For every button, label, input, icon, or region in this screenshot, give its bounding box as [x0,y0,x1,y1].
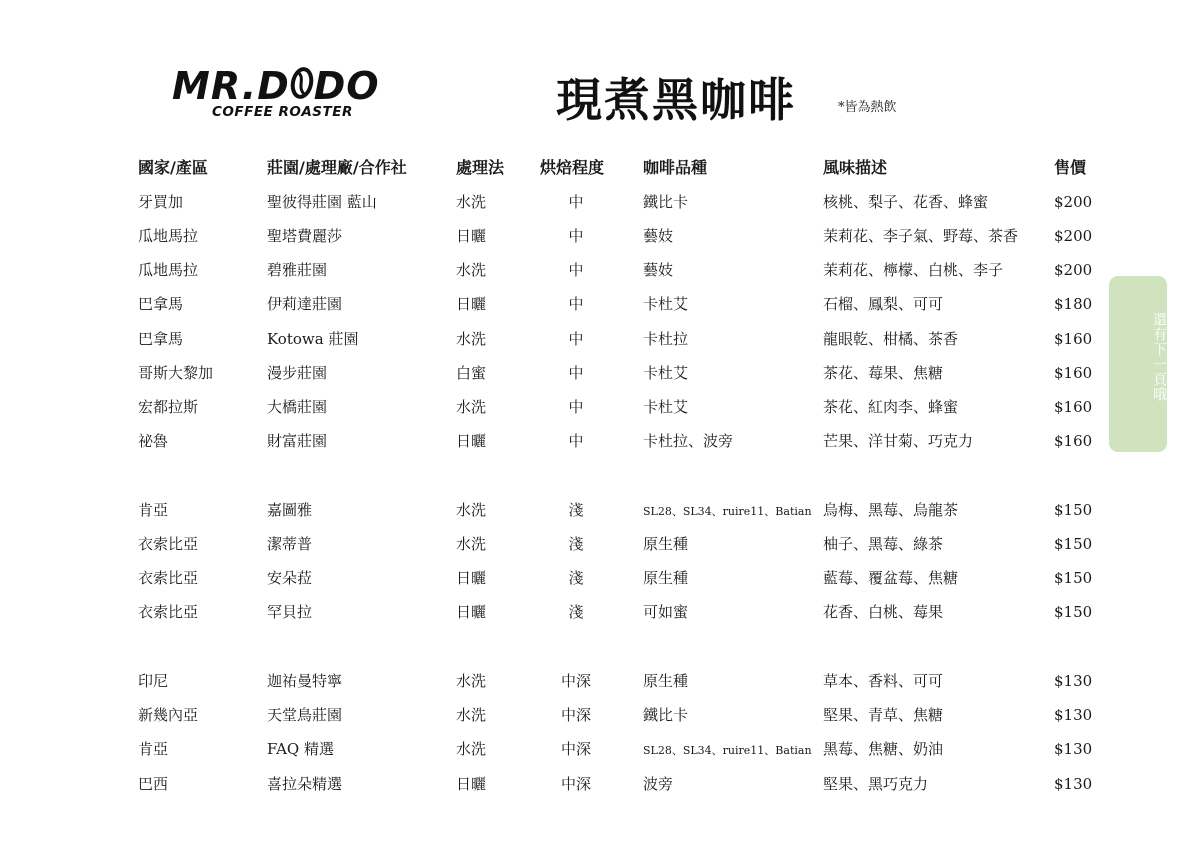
row-3-process: 水洗 [456,261,487,279]
row-10-variety: 原生種 [643,535,689,553]
row-4-roast: 中 [568,295,584,313]
row-6-price: $160 [1054,364,1093,382]
row-8-price: $160 [1054,432,1093,450]
row-6-origin: 哥斯大黎加 [138,364,214,382]
row-3-variety: 藝妓 [643,261,674,279]
row-3-price: $200 [1054,261,1093,279]
row-5-origin: 巴拿馬 [138,330,184,348]
row-16-origin: 巴西 [138,775,169,793]
row-12-variety: 可如蜜 [643,603,689,621]
row-5-flavor: 龍眼乾、柑橘、茶香 [823,330,959,348]
row-1-process: 水洗 [456,193,487,211]
row-6-estate: 漫步莊園 [267,364,328,382]
row-5-process: 水洗 [456,330,487,348]
row-14-flavor: 堅果、青草、焦糖 [823,706,944,724]
row-14-process: 水洗 [456,706,487,724]
row-3-origin: 瓜地馬拉 [138,261,199,279]
row-7-variety: 卡杜艾 [643,398,689,416]
next-page-tab[interactable] [1109,276,1167,452]
row-4-flavor: 石榴、鳳梨、可可 [823,295,944,313]
row-15-flavor: 黑莓、焦糖、奶油 [823,740,944,758]
row-16-flavor: 堅果、黑巧克力 [823,775,929,793]
row-9-price: $150 [1054,501,1093,519]
row-12-price: $150 [1054,603,1093,621]
row-2-roast: 中 [568,227,584,245]
row-6-variety: 卡杜艾 [643,364,689,382]
row-14-origin: 新幾內亞 [138,706,199,724]
row-9-variety: SL28、SL34、ruire11、Batian [643,505,812,518]
row-11-variety: 原生種 [643,569,689,587]
row-2-estate: 聖塔費麗莎 [267,227,343,245]
row-4-process: 日曬 [456,295,487,313]
column-header-price: 售價 [1054,158,1087,177]
row-4-origin: 巴拿馬 [138,295,184,313]
row-6-roast: 中 [568,364,584,382]
row-5-price: $160 [1054,330,1093,348]
column-header-estate: 莊園/處理廠/合作社 [267,158,407,177]
row-1-origin: 牙買加 [138,193,184,211]
row-1-flavor: 核桃、梨子、花香、蜂蜜 [823,193,989,211]
row-2-origin: 瓜地馬拉 [138,227,199,245]
row-12-process: 日曬 [456,603,487,621]
logo-wordmark: MR.D DO [172,64,380,108]
column-header-origin: 國家/產區 [138,158,208,177]
hot-drinks-note: *皆為熱飲 [838,100,897,115]
row-9-estate: 嘉圖雅 [267,501,313,519]
row-10-roast: 淺 [568,535,584,553]
row-15-process: 水洗 [456,740,487,758]
row-11-roast: 淺 [568,569,584,587]
column-header-process: 處理法 [456,158,505,177]
row-16-roast: 中深 [560,775,591,793]
row-15-price: $130 [1054,740,1093,758]
row-8-origin: 祕魯 [138,432,169,450]
row-14-roast: 中深 [560,706,591,724]
row-8-variety: 卡杜拉、波旁 [643,432,734,450]
row-4-price: $180 [1054,295,1093,313]
row-5-roast: 中 [568,330,584,348]
row-7-process: 水洗 [456,398,487,416]
row-4-estate: 伊莉達莊園 [267,295,343,313]
row-8-flavor: 芒果、洋甘菊、巧克力 [823,432,974,450]
row-12-roast: 淺 [568,603,584,621]
row-15-roast: 中深 [560,740,591,758]
row-16-estate: 喜拉朵精選 [267,775,343,793]
row-7-estate: 大橋莊園 [267,398,328,416]
row-8-estate: 財富莊園 [267,432,328,450]
row-12-origin: 衣索比亞 [138,603,199,621]
row-5-estate: Kotowa 莊園 [267,330,359,348]
row-14-price: $130 [1054,706,1093,724]
row-3-roast: 中 [568,261,584,279]
row-1-price: $200 [1054,193,1093,211]
row-2-variety: 藝妓 [643,227,674,245]
row-13-variety: 原生種 [643,672,689,690]
row-13-price: $130 [1054,672,1093,690]
row-15-estate: FAQ 精選 [267,740,335,758]
row-9-roast: 淺 [568,501,584,519]
row-1-estate: 聖彼得莊園 藍山 [267,193,377,211]
row-2-flavor: 茉莉花、李子氣、野莓、茶香 [823,227,1019,245]
logo-tagline: COFFEE ROASTER [212,104,353,120]
row-16-variety: 波旁 [643,775,674,793]
row-15-origin: 肯亞 [138,740,169,758]
row-13-flavor: 草本、香料、可可 [823,672,944,690]
row-13-process: 水洗 [456,672,487,690]
coffee-bean-icon [290,67,314,99]
row-11-estate: 安朵菈 [267,569,313,587]
row-16-process: 日曬 [456,775,487,793]
row-7-roast: 中 [568,398,584,416]
row-7-price: $160 [1054,398,1093,416]
row-9-process: 水洗 [456,501,487,519]
row-13-origin: 印尼 [138,672,169,690]
row-12-flavor: 花香、白桃、莓果 [823,603,944,621]
row-11-process: 日曬 [456,569,487,587]
row-3-estate: 碧雅莊園 [267,261,328,279]
row-6-process: 白蜜 [456,364,487,382]
row-13-estate: 迦祐曼特寧 [267,672,343,690]
row-11-flavor: 藍莓、覆盆莓、焦糖 [823,569,959,587]
row-5-variety: 卡杜拉 [643,330,689,348]
row-10-origin: 衣索比亞 [138,535,199,553]
row-15-variety: SL28、SL34、ruire11、Batian [643,744,812,757]
row-7-origin: 宏都拉斯 [138,398,199,416]
row-11-price: $150 [1054,569,1093,587]
brand-logo [172,66,424,126]
row-9-origin: 肯亞 [138,501,169,519]
row-14-variety: 鐵比卡 [643,706,689,724]
row-9-flavor: 烏梅、黑莓、烏龍茶 [823,501,959,519]
row-10-flavor: 柚子、黑莓、綠茶 [823,535,944,553]
column-header-roast: 烘焙程度 [540,158,605,177]
row-1-variety: 鐵比卡 [643,193,689,211]
column-header-variety: 咖啡品種 [643,158,708,177]
row-2-price: $200 [1054,227,1093,245]
row-8-roast: 中 [568,432,584,450]
row-3-flavor: 茉莉花、檸檬、白桃、李子 [823,261,1004,279]
row-7-flavor: 茶花、紅肉李、蜂蜜 [823,398,959,416]
row-16-price: $130 [1054,775,1093,793]
row-1-roast: 中 [568,193,584,211]
row-4-variety: 卡杜艾 [643,295,689,313]
row-13-roast: 中深 [560,672,591,690]
row-10-price: $150 [1054,535,1093,553]
row-11-origin: 衣索比亞 [138,569,199,587]
column-header-flavor: 風味描述 [823,158,888,177]
row-10-estate: 潔蒂普 [267,535,313,553]
row-12-estate: 罕貝拉 [267,603,313,621]
row-10-process: 水洗 [456,535,487,553]
row-14-estate: 天堂鳥莊園 [267,706,343,724]
row-2-process: 日曬 [456,227,487,245]
next-page-tab-label: 還有下一頁哦 [1151,312,1167,402]
page-title: 現煮黑咖啡 [556,73,796,127]
row-8-process: 日曬 [456,432,487,450]
row-6-flavor: 茶花、莓果、焦糖 [823,364,944,382]
